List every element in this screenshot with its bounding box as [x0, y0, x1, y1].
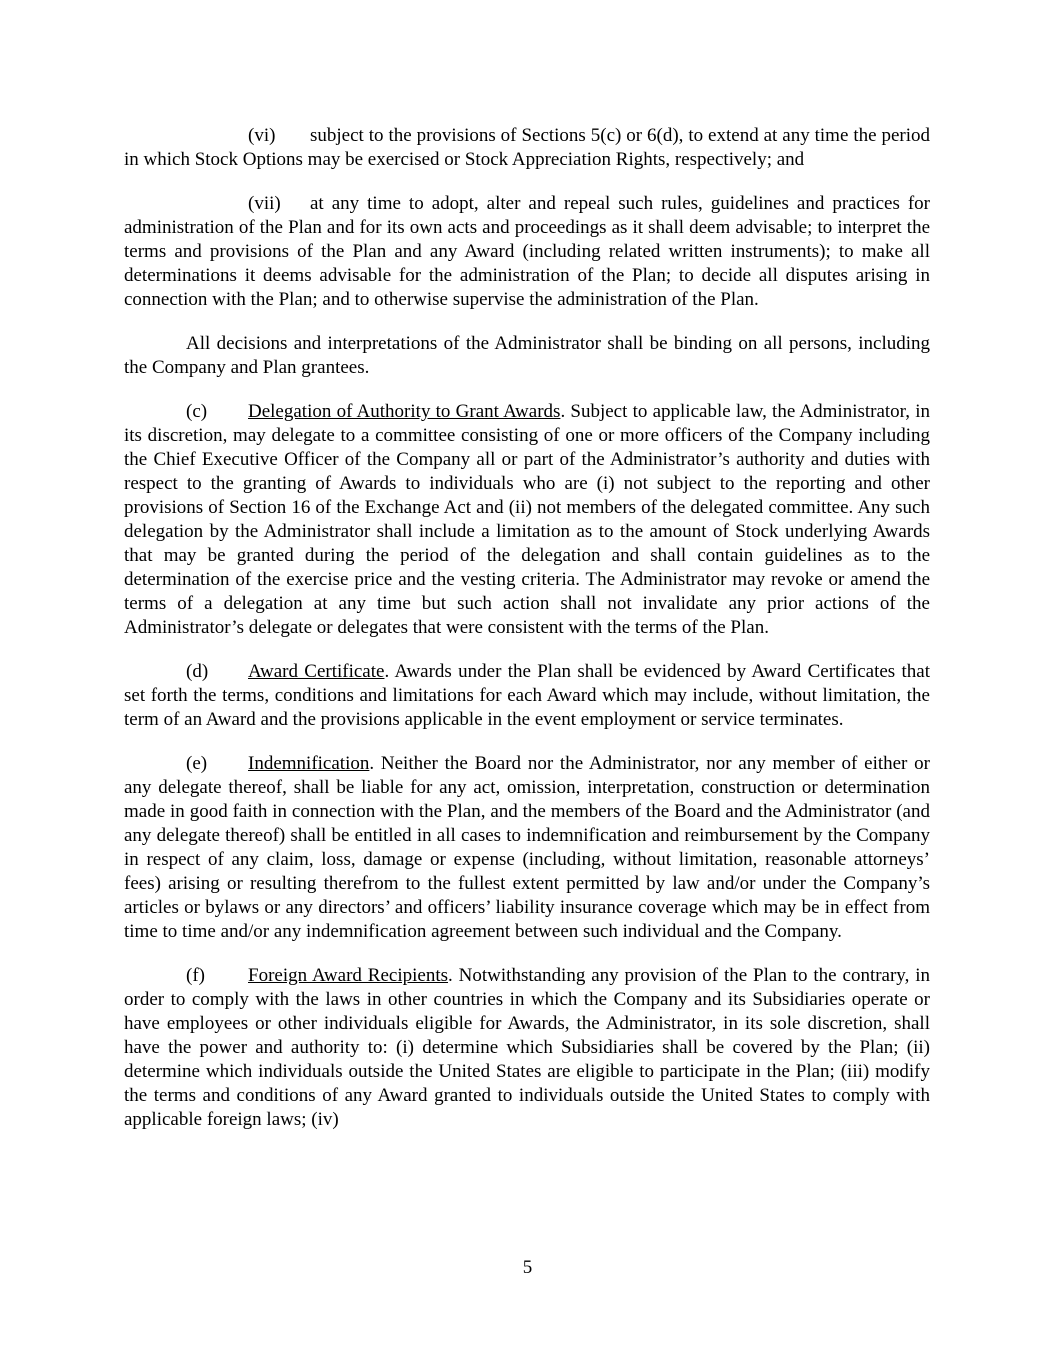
section-c-heading: Delegation of Authority to Grant Awards — [248, 401, 561, 422]
section-d — [124, 660, 930, 732]
page-number: 5 — [522, 1257, 533, 1278]
section-e-heading: Indemnification — [248, 753, 370, 774]
section-f — [124, 964, 930, 1132]
section-d-number: (d) — [186, 661, 209, 682]
section-f-heading: Foreign Award Recipients — [248, 965, 449, 986]
document-page — [124, 124, 930, 1152]
paragraph-vii-number: (vii) — [248, 193, 281, 214]
paragraph-vi-text: subject to the provisions of Sections 5(c) or 6(d), to extend at any time the period in which Stock Options may be exercised or Stock Appreciation Rights, respectively; and — [124, 125, 930, 170]
paragraph-vi — [124, 124, 930, 172]
section-f-text: . Notwithstanding any provision of the Plan to the contrary, in order to comply with the laws in other countries in which the Company and its Subsidiaries operate or have employees or other individuals eligible for Awards, the Administrator, in its sole discretion, shall have the power and authority to: (i) determine which Subsidiaries shall be covered by the Plan; (ii) determine which individuals outside the United States are eligible to participate in the Plan; (iii) modify the terms and conditions of any Award granted to individuals outside the United States to comply with applicable foreign laws; (iv) — [124, 965, 931, 1130]
section-d-heading: Award Certificate — [248, 661, 385, 682]
paragraph-decisions — [124, 332, 930, 380]
paragraph-vi-number: (vi) — [248, 125, 276, 146]
paragraph-vii-text: at any time to adopt, alter and repeal such rules, guidelines and practices for administration of the Plan and for its own acts and proceedings as it shall deem advisable; to interpret the terms and provisions of the Plan and any Award (including related written instruments); to make all determinations it deems advisable for the administration of the Plan; to decide all disputes arising in connection with the Plan; and to otherwise supervise the administration of the Plan. — [124, 193, 930, 310]
section-e-text: . Neither the Board nor the Administrator, nor any member of either or any delegate thereof, shall be liable for any act, omission, interpretation, construction or determination made in good faith in connection with the Plan, and the members of the Board and the Administrator (and any delegate thereof) shall be entitled in all cases to indemnification and reimbursement by the Company in respect of any claim, loss, damage or expense (including, without limitation, reasonable attorneys’ fees) arising or resulting therefrom to the fullest extent permitted by law and/or under the Company’s articles or bylaws or any directors’ and officers’ liability insurance coverage which may be in effect from time to time and/or any indemnification agreement between such individual and the Company. — [124, 753, 930, 942]
paragraph-decisions-text: All decisions and interpretations of the Administrator shall be binding on all persons, including the Company and Plan grantees. — [124, 333, 930, 378]
section-c — [124, 400, 930, 640]
section-d-text: . Awards under the Plan shall be evidenced by Award Certificates that set forth the terms, conditions and limitations for each Award which may include, without limitation, the term of an Award and the provisions applicable in the event employment or service terminates. — [124, 661, 930, 730]
section-c-text: . Subject to applicable law, the Administrator, in its discretion, may delegate to a committee consisting of one or more officers of the Company including the Chief Executive Officer of the Company all or part of the Administrator’s authority and duties with respect to the granting of Awards to individuals who are (i) not subject to the reporting and other provisions of Section 16 of the Exchange Act and (ii) not members of the delegated committee. Any such delegation by the Administrator shall include a limitation as to the amount of Stock underlying Awards that may be granted during the period of the delegation and shall contain guidelines as to the determination of the exercise price and the vesting criteria. The Administrator may revoke or amend the terms of a delegation at any time but such action shall not invalidate any prior actions of the Administrator’s delegate or delegates that were consistent with the terms of the Plan. — [124, 401, 930, 638]
section-f-number: (f) — [186, 965, 205, 986]
paragraph-vii — [124, 192, 930, 312]
section-e — [124, 752, 930, 944]
section-c-number: (c) — [186, 401, 208, 422]
section-e-number: (e) — [186, 753, 208, 774]
